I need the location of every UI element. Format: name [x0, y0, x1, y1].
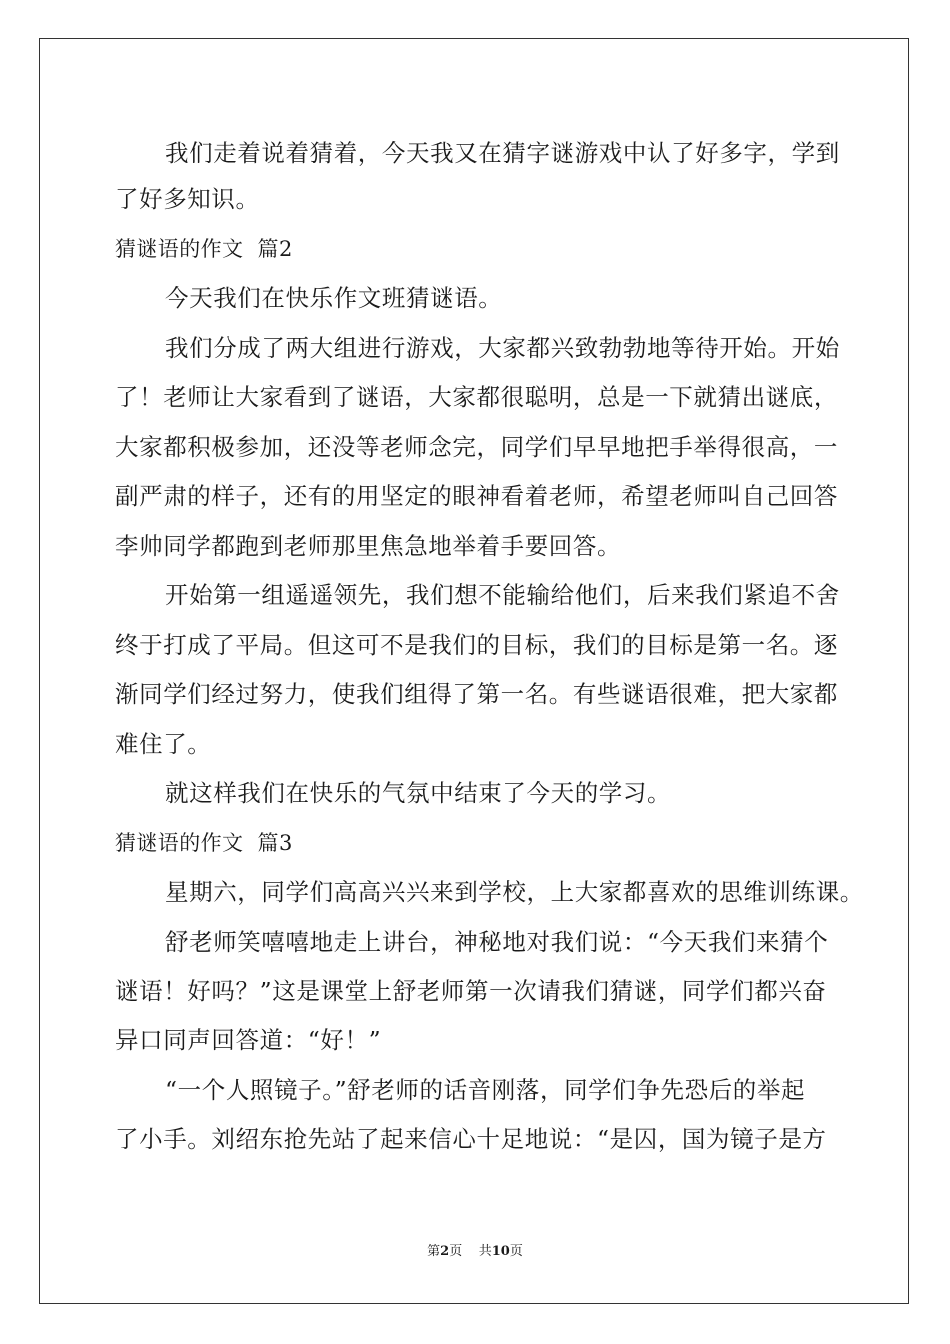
- footer-suffix: 页: [509, 1244, 523, 1259]
- text-line: 大家都积极参加，还没等老师念完，同学们早早地把手举得很高，一: [115, 433, 838, 461]
- text-line: 难住了。: [115, 730, 212, 758]
- page-footer: [0, 1244, 950, 1260]
- text-line: 终于打成了平局。但这可不是我们的目标，我们的目标是第一名。逐: [115, 631, 838, 659]
- section-heading: 猜谜语的作文 篇3: [115, 831, 293, 855]
- text-line: 我们分成了两大组进行游戏，大家都兴致勃勃地等待开始。开始: [165, 334, 840, 362]
- text-line: 异口同声回答道：“好！”: [115, 1026, 382, 1054]
- current-page-number: 2: [440, 1244, 450, 1259]
- footer-mid: 页 共: [449, 1244, 492, 1259]
- text-line: 副严肃的样子，还有的用坚定的眼神看着老师，希望老师叫自己回答: [115, 482, 838, 510]
- text-line: 舒老师笑嘻嘻地走上讲台，神秘地对我们说：“今天我们来猜个: [165, 928, 829, 956]
- text-line: 星期六，同学们高高兴兴来到学校，上大家都喜欢的思维训练课。: [165, 878, 864, 906]
- text-line: 了好多知识。: [115, 185, 260, 213]
- total-page-count: 10: [491, 1244, 510, 1259]
- text-line: 谜语！好吗？”这是课堂上舒老师第一次请我们猜谜，同学们都兴奋: [115, 977, 827, 1005]
- text-line: 就这样我们在快乐的气氛中结束了今天的学习。: [165, 779, 672, 807]
- text-line: 了！老师让大家看到了谜语，大家都很聪明，总是一下就猜出谜底，: [115, 383, 838, 411]
- text-line: 了小手。刘绍东抢先站了起来信心十足地说：“是囚，国为镜子是方: [115, 1125, 827, 1153]
- text-line: 今天我们在快乐作文班猜谜语。: [165, 284, 503, 312]
- text-line: 开始第一组遥遥领先，我们想不能输给他们，后来我们紧追不舍: [165, 581, 840, 609]
- text-line: 渐同学们经过努力，使我们组得了第一名。有些谜语很难，把大家都: [115, 680, 838, 708]
- page-border: [39, 38, 909, 1304]
- section-heading: 猜谜语的作文 篇2: [115, 237, 293, 261]
- text-line: “一个人照镜子。”舒老师的话音刚落，同学们争先恐后的举起: [165, 1076, 806, 1104]
- text-line: 李帅同学都跑到老师那里焦急地举着手要回答。: [115, 532, 622, 560]
- footer-prefix: 第: [427, 1244, 441, 1259]
- text-line: 我们走着说着猜着，今天我又在猜字谜游戏中认了好多字，学到: [165, 139, 840, 167]
